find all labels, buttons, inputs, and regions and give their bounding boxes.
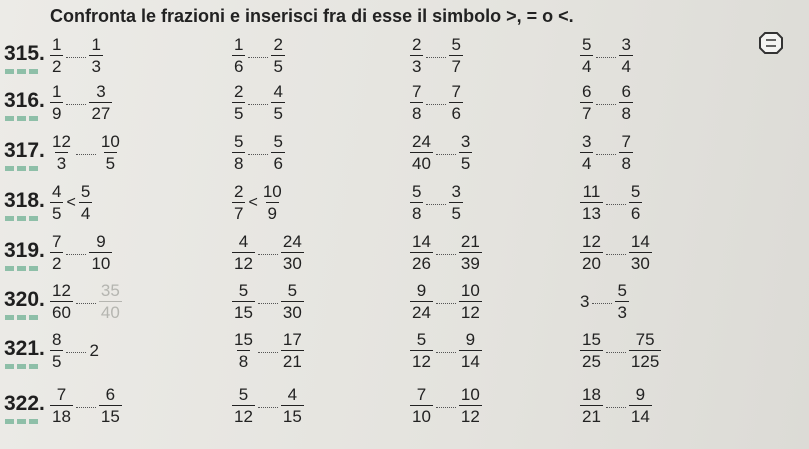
fraction: [580, 386, 603, 425]
difficulty-bars: [5, 364, 38, 369]
answer-blank[interactable]: [66, 104, 86, 105]
denominator: 3: [91, 57, 101, 76]
fraction-comparison: [232, 183, 284, 222]
fraction-comparison: [50, 282, 122, 321]
fraction: [232, 183, 245, 222]
fraction-comparison: [410, 83, 463, 122]
fraction-comparison: [50, 233, 112, 272]
answer-blank[interactable]: [426, 57, 446, 58]
fraction: [410, 282, 433, 321]
fraction: [99, 133, 122, 172]
answer-blank[interactable]: [258, 254, 278, 255]
fraction: [50, 83, 63, 122]
denominator: 24: [412, 303, 431, 322]
numerator: 5: [234, 132, 244, 151]
fraction: [619, 83, 632, 122]
difficulty-bar: [29, 315, 38, 320]
denominator: 21: [282, 352, 302, 371]
exercise-number: 322.: [4, 392, 45, 415]
difficulty-bar: [17, 166, 26, 171]
answer-blank[interactable]: [258, 352, 278, 353]
denominator: 3: [412, 57, 422, 76]
numerator: 10: [460, 281, 480, 300]
difficulty-bar: [5, 364, 14, 369]
numerator: 1: [52, 82, 62, 101]
denominator: 125: [630, 352, 660, 371]
numerator: 2: [273, 35, 283, 54]
fraction-comparison: [50, 331, 99, 370]
fraction: [271, 133, 284, 172]
fraction: [459, 282, 482, 321]
denominator: 5: [451, 204, 461, 223]
fraction: [580, 233, 603, 272]
numerator: 5: [451, 35, 461, 54]
denominator: 12: [234, 254, 253, 273]
fraction: [410, 386, 433, 425]
fraction: [89, 36, 102, 75]
denominator: 15: [100, 407, 120, 426]
difficulty-bar: [29, 116, 38, 121]
denominator: 12: [412, 352, 431, 371]
fraction: [459, 233, 482, 272]
fraction: [619, 133, 632, 172]
fraction: [281, 386, 304, 425]
difficulty-bar: [17, 116, 26, 121]
numerator: 17: [282, 330, 302, 349]
fraction-comparison: [580, 133, 633, 172]
numerator: 6: [105, 385, 116, 404]
fraction: [89, 233, 112, 272]
difficulty-bar: [5, 419, 14, 424]
difficulty-bar: [29, 266, 38, 271]
fraction: [89, 83, 112, 122]
denominator: 39: [460, 254, 480, 273]
fraction: [271, 83, 284, 122]
difficulty-bar: [5, 315, 14, 320]
whole-number: 2: [89, 340, 99, 360]
numerator: 5: [617, 281, 627, 300]
fraction-comparison: [580, 36, 633, 75]
denominator: 8: [412, 104, 422, 123]
numerator: 5: [238, 385, 249, 404]
fraction: [50, 183, 63, 222]
numerator: 15: [234, 330, 253, 349]
fraction: [459, 133, 472, 172]
difficulty-bars: [5, 69, 38, 74]
fraction-comparison: [580, 386, 652, 425]
fraction-comparison: [232, 331, 304, 370]
numerator: 24: [412, 132, 431, 151]
denominator: 4: [582, 154, 592, 173]
denominator: 3: [617, 303, 627, 322]
fraction-comparison: [50, 36, 103, 75]
fraction: [580, 183, 603, 222]
numerator: 9: [635, 385, 646, 404]
denominator: 12: [460, 303, 480, 322]
denominator: 30: [282, 303, 302, 322]
fraction: [629, 331, 661, 370]
numerator: 5: [238, 281, 249, 300]
denominator: 8: [234, 154, 244, 173]
fraction: [410, 331, 433, 370]
fraction: [99, 282, 122, 321]
denominator: 6: [451, 104, 461, 123]
exercise-instruction: Confronta le frazioni e inserisci fra di esse il simbolo >, = o <.: [50, 6, 574, 26]
fraction-comparison: [410, 233, 482, 272]
denominator: 12: [234, 407, 253, 426]
fraction: [619, 36, 632, 75]
fraction: [232, 282, 255, 321]
numerator: 5: [582, 35, 592, 54]
numerator: 1: [234, 35, 244, 54]
answer-blank[interactable]: [606, 407, 626, 408]
answer-blank[interactable]: [606, 204, 626, 205]
numerator: 3: [460, 132, 471, 151]
difficulty-bar: [17, 364, 26, 369]
denominator: 30: [282, 254, 302, 273]
fraction: [271, 36, 284, 75]
difficulty-bar: [29, 216, 38, 221]
comparison-symbol: <: [248, 193, 258, 211]
difficulty-bar: [17, 419, 26, 424]
whole-number: 3: [580, 291, 590, 311]
fraction: [261, 183, 284, 222]
fraction-comparison: [580, 83, 633, 122]
numerator: 5: [630, 182, 641, 201]
numerator: 12: [52, 132, 71, 151]
numerator: 10: [460, 385, 480, 404]
answer-blank[interactable]: [436, 154, 456, 155]
fraction-comparison: [232, 282, 304, 321]
fraction: [232, 83, 245, 122]
numerator: 2: [234, 82, 244, 101]
denominator: 5: [460, 154, 471, 173]
difficulty-bar: [5, 116, 14, 121]
denominator: 4: [621, 57, 631, 76]
numerator: 5: [412, 182, 422, 201]
numerator: 12: [52, 281, 71, 300]
numerator: 2: [234, 182, 244, 201]
denominator: 5: [52, 352, 62, 371]
numerator: 21: [460, 232, 480, 251]
fraction: [459, 386, 482, 425]
fraction: [449, 36, 462, 75]
exercise-number: 318.: [4, 189, 45, 212]
fraction-comparison: [50, 386, 122, 425]
denominator: 6: [273, 154, 283, 173]
answer-blank[interactable]: [596, 104, 616, 105]
fraction: [580, 36, 593, 75]
numerator: 1: [91, 35, 101, 54]
denominator: 12: [460, 407, 480, 426]
difficulty-bars: [5, 166, 38, 171]
fraction-comparison: [232, 83, 285, 122]
denominator: 8: [412, 204, 422, 223]
denominator: 4: [80, 204, 91, 223]
fraction: [232, 331, 255, 370]
numerator: 5: [287, 281, 298, 300]
denominator: 2: [52, 254, 62, 273]
difficulty-bar: [17, 69, 26, 74]
numerator: 15: [582, 330, 601, 349]
numerator: 4: [238, 232, 249, 251]
fraction-comparison: [410, 282, 482, 321]
comparison-symbol: <: [66, 193, 76, 211]
fraction: [281, 233, 304, 272]
answer-blank[interactable]: [596, 154, 616, 155]
denominator: 15: [234, 303, 253, 322]
exercise-number: 315.: [4, 42, 45, 65]
answer-blank[interactable]: [436, 254, 456, 255]
fraction: [410, 83, 423, 122]
numerator: 3: [582, 132, 592, 151]
difficulty-bar: [5, 216, 14, 221]
fraction-comparison: [580, 331, 661, 370]
denominator: 8: [621, 154, 631, 173]
denominator: 60: [52, 303, 71, 322]
denominator: 40: [412, 154, 431, 173]
numerator: 75: [635, 330, 655, 349]
numerator: 10: [100, 132, 120, 151]
denominator: 7: [234, 204, 244, 223]
denominator: 8: [621, 104, 631, 123]
fraction: [232, 36, 245, 75]
answer-blank[interactable]: [76, 303, 96, 304]
denominator: 30: [630, 254, 650, 273]
difficulty-bar: [29, 419, 38, 424]
difficulty-bar: [17, 266, 26, 271]
fraction: [281, 282, 304, 321]
answer-blank[interactable]: [592, 303, 612, 304]
fraction: [410, 233, 433, 272]
fraction: [580, 133, 593, 172]
answer-blank[interactable]: [258, 303, 278, 304]
numerator: 10: [262, 182, 282, 201]
answer-blank[interactable]: [76, 154, 96, 155]
denominator: 3: [56, 154, 67, 173]
denominator: 10: [412, 407, 431, 426]
answer-blank[interactable]: [248, 104, 268, 105]
answer-blank[interactable]: [66, 254, 86, 255]
denominator: 9: [267, 204, 277, 223]
fraction-comparison: [50, 133, 122, 172]
difficulty-bars: [5, 315, 38, 320]
denominator: 6: [630, 204, 641, 223]
denominator: 5: [273, 57, 283, 76]
numerator: 8: [52, 330, 62, 349]
fraction-comparison: [410, 331, 482, 370]
difficulty-bars: [5, 216, 38, 221]
fraction-comparison: [410, 183, 463, 222]
numerator: 3: [451, 182, 461, 201]
numerator: 14: [412, 232, 431, 251]
numerator: 2: [412, 35, 422, 54]
denominator: 13: [582, 204, 601, 223]
fraction: [50, 331, 63, 370]
denominator: 21: [582, 407, 601, 426]
denominator: 5: [273, 104, 283, 123]
denominator: 2: [52, 57, 62, 76]
difficulty-bars: [5, 419, 38, 424]
fraction: [232, 386, 255, 425]
fraction-comparison: [232, 133, 285, 172]
numerator: 35: [100, 281, 120, 300]
answer-blank[interactable]: [76, 407, 96, 408]
numerator: 9: [96, 232, 106, 251]
fraction: [50, 233, 63, 272]
difficulty-bar: [5, 69, 14, 74]
difficulty-bars: [5, 116, 38, 121]
fraction: [50, 36, 63, 75]
denominator: 5: [234, 104, 244, 123]
fraction-comparison: [232, 386, 304, 425]
denominator: 6: [234, 57, 244, 76]
numerator: 3: [96, 82, 106, 101]
numerator: 5: [273, 132, 283, 151]
numerator: 18: [582, 385, 601, 404]
fraction-comparison: [410, 36, 463, 75]
numerator: 14: [630, 232, 650, 251]
numerator: 7: [52, 232, 62, 251]
fraction: [50, 133, 73, 172]
difficulty-bar: [5, 266, 14, 271]
denominator: 8: [238, 352, 249, 371]
fraction: [50, 386, 73, 425]
fraction-comparison: [580, 183, 642, 222]
fraction-comparison: [50, 183, 92, 222]
exercise-badge-icon: [756, 32, 786, 54]
fraction: [232, 133, 245, 172]
numerator: 7: [416, 385, 427, 404]
answer-blank[interactable]: [436, 352, 456, 353]
denominator: 27: [91, 104, 111, 123]
fraction: [410, 36, 423, 75]
fraction: [449, 83, 462, 122]
numerator: 6: [582, 82, 592, 101]
denominator: 4: [582, 57, 592, 76]
exercise-number: 320.: [4, 288, 45, 311]
fraction: [410, 133, 433, 172]
numerator: 11: [582, 182, 601, 201]
difficulty-bar: [17, 315, 26, 320]
fraction: [79, 183, 92, 222]
fraction: [615, 282, 628, 321]
fraction: [99, 386, 122, 425]
fraction: [449, 183, 462, 222]
numerator: 6: [621, 82, 631, 101]
difficulty-bar: [17, 216, 26, 221]
numerator: 9: [465, 330, 476, 349]
fraction: [50, 282, 73, 321]
fraction: [629, 183, 642, 222]
numerator: 1: [52, 35, 62, 54]
answer-blank[interactable]: [248, 57, 268, 58]
fraction-comparison: [580, 282, 629, 321]
exercise-number: 316.: [4, 89, 45, 112]
fraction: [459, 331, 482, 370]
answer-blank[interactable]: [436, 303, 456, 304]
denominator: 9: [52, 104, 62, 123]
numerator: 3: [621, 35, 631, 54]
numerator: 4: [52, 182, 62, 201]
denominator: 7: [582, 104, 592, 123]
fraction-comparison: [580, 233, 652, 272]
denominator: 10: [91, 254, 111, 273]
fraction: [629, 233, 652, 272]
numerator: 5: [416, 330, 427, 349]
difficulty-bar: [29, 364, 38, 369]
fraction-comparison: [410, 133, 472, 172]
denominator: 14: [460, 352, 480, 371]
numerator: 7: [412, 82, 422, 101]
numerator: 7: [621, 132, 631, 151]
fraction-comparison: [410, 386, 482, 425]
denominator: 40: [100, 303, 120, 322]
fraction-comparison: [232, 36, 285, 75]
answer-blank[interactable]: [248, 154, 268, 155]
denominator: 5: [52, 204, 62, 223]
difficulty-bars: [5, 266, 38, 271]
numerator: 4: [287, 385, 298, 404]
numerator: 24: [282, 232, 302, 251]
denominator: 7: [451, 57, 461, 76]
denominator: 18: [52, 407, 71, 426]
difficulty-bar: [29, 69, 38, 74]
numerator: 5: [80, 182, 91, 201]
exercise-number: 321.: [4, 337, 45, 360]
answer-blank[interactable]: [426, 204, 446, 205]
fraction: [410, 183, 423, 222]
fraction-comparison: [50, 83, 112, 122]
numerator: 7: [451, 82, 461, 101]
answer-blank[interactable]: [66, 57, 86, 58]
numerator: 12: [582, 232, 601, 251]
numerator: 9: [416, 281, 427, 300]
answer-blank[interactable]: [436, 407, 456, 408]
answer-blank[interactable]: [258, 407, 278, 408]
numerator: 4: [273, 82, 283, 101]
fraction: [281, 331, 304, 370]
fraction-comparison: [232, 233, 304, 272]
answer-blank[interactable]: [606, 352, 626, 353]
answer-blank[interactable]: [596, 57, 616, 58]
denominator: 14: [630, 407, 650, 426]
exercise-number: 319.: [4, 239, 45, 262]
fraction: [232, 233, 255, 272]
difficulty-bar: [5, 166, 14, 171]
fraction: [580, 331, 603, 370]
denominator: 5: [105, 154, 116, 173]
denominator: 25: [582, 352, 601, 371]
exercise-number: 317.: [4, 139, 45, 162]
difficulty-bar: [29, 166, 38, 171]
answer-blank[interactable]: [426, 104, 446, 105]
denominator: 20: [582, 254, 601, 273]
denominator: 15: [282, 407, 302, 426]
answer-blank[interactable]: [66, 352, 86, 353]
answer-blank[interactable]: [606, 254, 626, 255]
numerator: 7: [56, 385, 67, 404]
denominator: 26: [412, 254, 431, 273]
fraction: [629, 386, 652, 425]
fraction: [580, 83, 593, 122]
